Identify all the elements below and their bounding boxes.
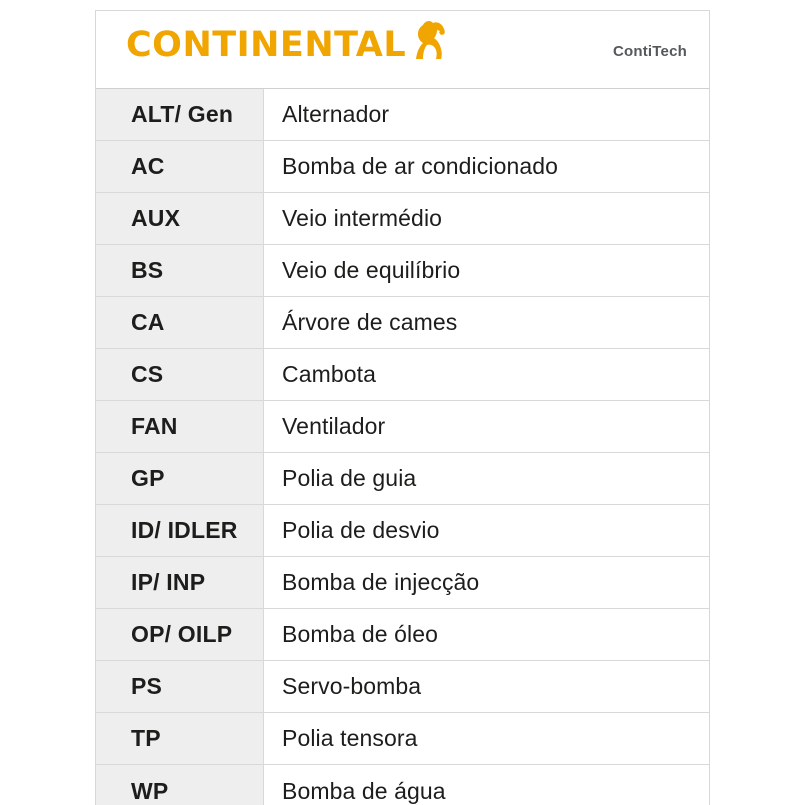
row-code: FAN (96, 401, 264, 452)
row-description: Polia de guia (264, 453, 709, 504)
row-description: Árvore de cames (264, 297, 709, 348)
row-description: Veio intermédio (264, 193, 709, 244)
row-code: WP (96, 765, 264, 805)
row-code: GP (96, 453, 264, 504)
row-description: Bomba de óleo (264, 609, 709, 660)
continental-logo (126, 25, 450, 66)
brand-wordmark: CONTINENTAL (126, 25, 407, 65)
table-row (96, 609, 709, 661)
table-row (96, 505, 709, 557)
row-code: CS (96, 349, 264, 400)
row-description: Bomba de ar condicionado (264, 141, 709, 192)
row-code: PS (96, 661, 264, 712)
table-row (96, 349, 709, 401)
table-row (96, 557, 709, 609)
row-description: Servo-bomba (264, 661, 709, 712)
table-row (96, 193, 709, 245)
table-row (96, 141, 709, 193)
row-code: AUX (96, 193, 264, 244)
row-code: CA (96, 297, 264, 348)
table-row (96, 713, 709, 765)
row-description: Alternador (264, 89, 709, 140)
contitech-sub-brand: ContiTech (612, 43, 687, 60)
horse-logo-icon (410, 19, 450, 66)
row-description: Polia tensora (264, 713, 709, 764)
row-description: Veio de equilíbrio (264, 245, 709, 296)
table-row (96, 661, 709, 713)
brand-header (96, 11, 709, 89)
table-row (96, 245, 709, 297)
row-description: Ventilador (264, 401, 709, 452)
row-description: Bomba de água (264, 765, 709, 805)
row-description: Polia de desvio (264, 505, 709, 556)
row-description: Bomba de injecção (264, 557, 709, 608)
table-row (96, 453, 709, 505)
row-code: OP/ OILP (96, 609, 264, 660)
row-code: TP (96, 713, 264, 764)
row-description: Cambota (264, 349, 709, 400)
table-row (96, 401, 709, 453)
row-code: AC (96, 141, 264, 192)
row-code: ALT/ Gen (96, 89, 264, 140)
row-code: IP/ INP (96, 557, 264, 608)
row-code: ID/ IDLER (96, 505, 264, 556)
table-row (96, 89, 709, 141)
row-code: BS (96, 245, 264, 296)
abbreviation-legend-table (95, 10, 710, 805)
table-row (96, 297, 709, 349)
table-row (96, 765, 709, 805)
